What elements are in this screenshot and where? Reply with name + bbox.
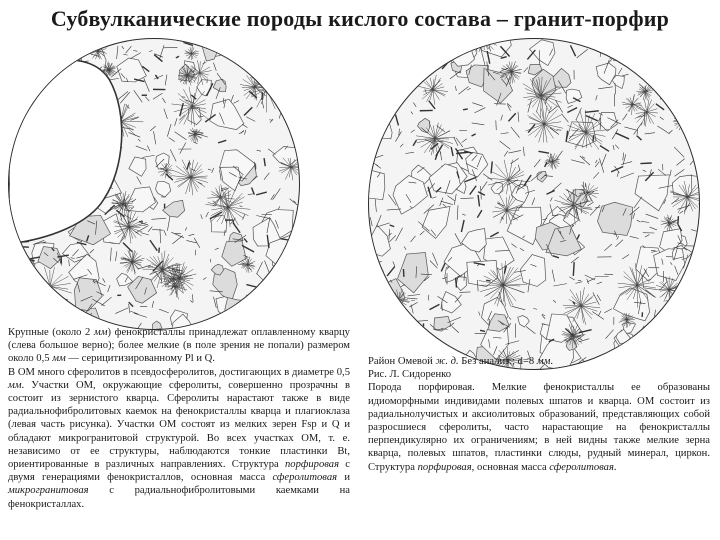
left-caption-paragraph-1: Крупные (около 2 мм) фенокристаллы принадлежат оплавленному кварцу (слева большое верно); более мелкие (в поле зрения не попали) размером около 0,5 мм — серицитизированному Pl и Q. — [8, 327, 350, 365]
left-caption — [8, 326, 350, 511]
page-title: Субвулканические породы кислого состава – гранит-порфир — [50, 6, 670, 31]
thin-section-micrograph-left — [8, 38, 300, 330]
right-caption-author: Рис. Л. Сидоренко — [368, 369, 452, 381]
thin-section-micrograph-right — [368, 38, 700, 370]
left-caption-paragraph-2: В ОМ много сферолитов в псевдосферолитов, достигающих в диаметре 0,5 мм. Участки ОМ, окружающие сферолиты, совершенно прозрачны в состоит из зернистого кварца. Сферолиты нарастают также в виде радиальнофибролитовых каемок на фенокристаллы кварца и плагиоклаза (левая часть рисунка). Участки ОМ состоят из мелких зерен Fsp и Q и обладают микрогранитовой структурой. Во всех участках ОМ, т. е. независимо от ее структуры, наблюдаются тонкие пластинки Bt, ориентированные в различных направлениях. Структура порфировая с двумя генерациями фенокристаллов, основная масса сферолитовая и микрогранитовая с радиальнофибролитовыми каемками на фенокристаллах. — [8, 366, 350, 510]
right-caption — [368, 355, 710, 474]
right-caption-location: Район Омевой ж. д. Без анализ.; d=8 мм. — [368, 356, 554, 367]
right-caption-description: Порода порфировая. Мелкие фенокристаллы ее образованы идиоморфными индивидами полевых шпатов и кварца. ОМ состоит из радиальнолучистых и аксиолитовых образований, представляющих собой разросшиеся сферолиты, часто нарастающие на фенокристаллы перпендикулярно их ограничениям; в ней видны также мелкие зерна кварца, полевых шпатов, пластинки слюды, рудный минерал, циркон. Структура порфировая, основная масса сферолитовая. — [368, 382, 710, 473]
